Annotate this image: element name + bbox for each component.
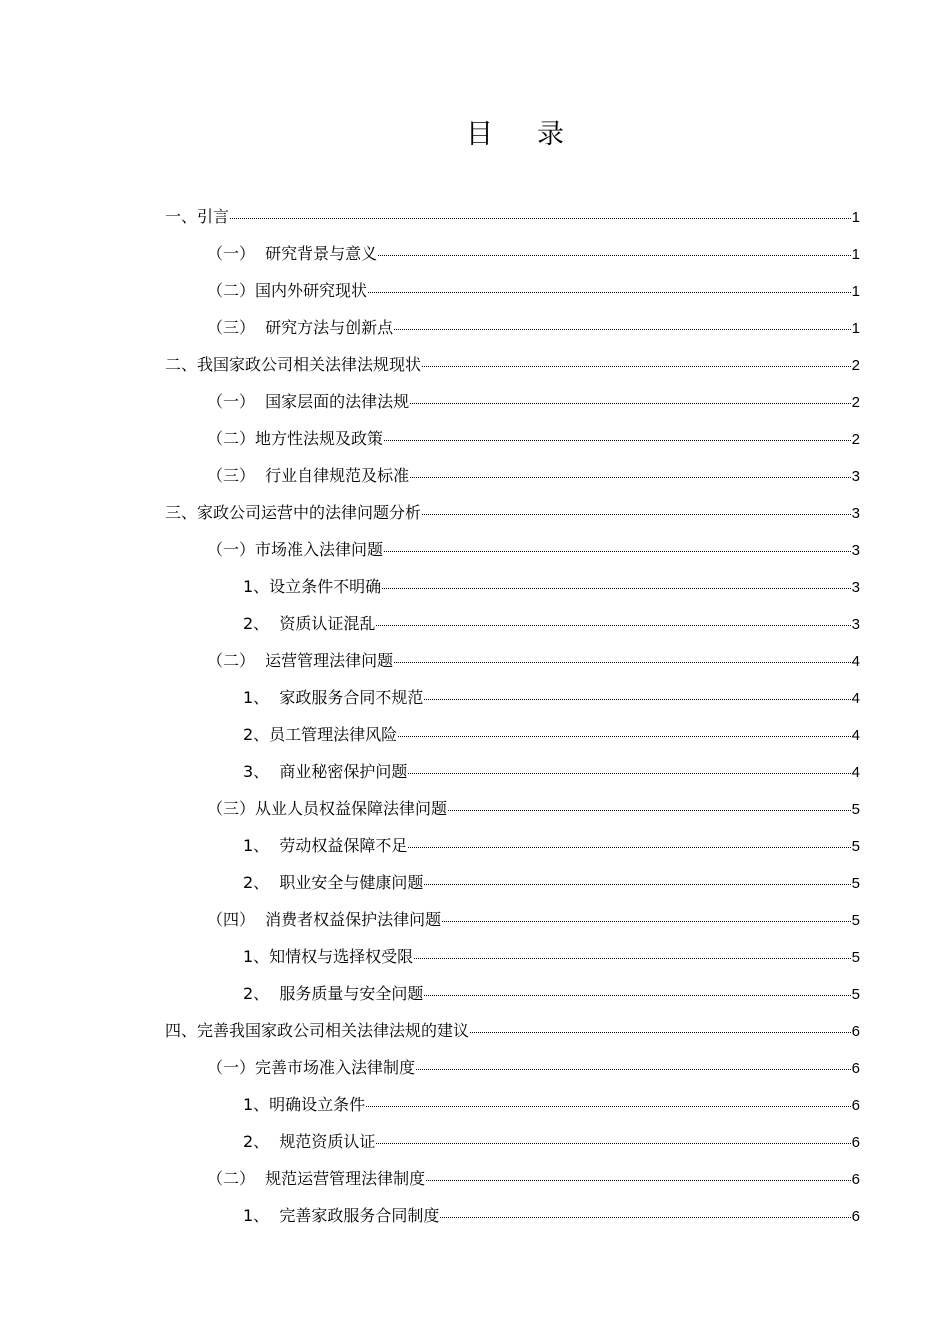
toc-entry-label: （二）地方性法规及政策 <box>207 429 384 448</box>
toc-entry-page: 4 <box>851 764 860 781</box>
toc-entry[interactable] <box>207 1055 860 1081</box>
toc-entry-label: 二、我国家政公司相关法律法规现状 <box>165 355 422 374</box>
toc-entry[interactable] <box>207 463 860 489</box>
toc-entry[interactable] <box>243 833 860 859</box>
toc-entry-label: （一）完善市场准入法律制度 <box>207 1058 416 1077</box>
toc-title <box>0 112 950 151</box>
toc-leader <box>376 1143 850 1144</box>
toc-leader <box>440 1217 850 1218</box>
toc-leader <box>470 1032 851 1033</box>
toc-entry-page: 1 <box>851 320 860 337</box>
toc-entry-page: 2 <box>851 394 860 411</box>
toc-entry-label: 三、家政公司运营中的法律问题分析 <box>165 503 422 522</box>
toc-entry-label: 2、 职业安全与健康问题 <box>243 873 424 892</box>
toc-leader <box>378 255 850 256</box>
toc-entry[interactable] <box>165 1018 860 1044</box>
toc-entry[interactable] <box>243 574 860 600</box>
toc-title-char-1: 目 <box>466 119 493 150</box>
toc-entry[interactable] <box>165 204 860 230</box>
toc-leader <box>408 773 850 774</box>
toc-entry[interactable] <box>165 352 860 378</box>
toc-entry[interactable] <box>207 796 860 822</box>
toc-entry-page: 6 <box>851 1023 860 1040</box>
toc-entry-page: 5 <box>851 949 860 966</box>
toc-entry[interactable] <box>207 1166 860 1192</box>
toc-entry-label: 1、知情权与选择权受限 <box>243 947 414 966</box>
toc-leader <box>408 847 850 848</box>
toc-entry-label: 2、 服务质量与安全问题 <box>243 984 424 1003</box>
toc-entry-label: （三）从业人员权益保障法律问题 <box>207 799 448 818</box>
toc-entry-label: （二） 运营管理法律问题 <box>207 651 394 670</box>
toc-entry-label: （二）国内外研究现状 <box>207 281 368 300</box>
toc-entry-page: 1 <box>851 246 860 263</box>
toc-entry[interactable] <box>243 870 860 896</box>
toc-entry-label: （三） 研究方法与创新点 <box>207 318 394 337</box>
toc-entry-page: 6 <box>851 1134 860 1151</box>
toc-entry-label: 3、 商业秘密保护问题 <box>243 762 408 781</box>
toc-entry[interactable] <box>207 241 860 267</box>
toc-leader <box>410 477 850 478</box>
toc-leader <box>230 218 851 219</box>
toc-entry-label: （一）市场准入法律问题 <box>207 540 384 559</box>
toc-entry-label: 一、引言 <box>165 207 230 226</box>
toc-entry-label: （一） 国家层面的法律法规 <box>207 392 410 411</box>
toc-leader <box>422 366 851 367</box>
toc-entry[interactable] <box>243 611 860 637</box>
toc-entry-page: 6 <box>851 1208 860 1225</box>
toc-entry[interactable] <box>243 759 860 785</box>
toc-entry-label: 2、 资质认证混乱 <box>243 614 376 633</box>
toc-entry[interactable] <box>243 944 860 970</box>
toc-leader <box>384 440 851 441</box>
toc-entry-label: 四、完善我国家政公司相关法律法规的建议 <box>165 1021 470 1040</box>
toc-entry[interactable] <box>207 389 860 415</box>
toc-leader <box>394 662 850 663</box>
toc-entry-label: （三） 行业自律规范及标准 <box>207 466 410 485</box>
toc-entry[interactable] <box>207 907 860 933</box>
toc-entry-page: 5 <box>851 875 860 892</box>
toc-leader <box>442 921 850 922</box>
toc-leader <box>424 884 850 885</box>
toc-entry-label: 1、 完善家政服务合同制度 <box>243 1206 440 1225</box>
toc-entry-page: 6 <box>851 1171 860 1188</box>
toc-entry[interactable] <box>165 500 860 526</box>
toc-entry[interactable] <box>207 648 860 674</box>
toc-entry-page: 5 <box>851 801 860 818</box>
toc-entry-page: 4 <box>851 727 860 744</box>
toc-entry-page: 5 <box>851 912 860 929</box>
toc-title-char-2: 录 <box>537 119 564 150</box>
toc-leader <box>366 1106 850 1107</box>
toc-entry-page: 2 <box>851 431 860 448</box>
toc-leader <box>416 1069 851 1070</box>
toc-entry-label: 1、 家政服务合同不规范 <box>243 688 424 707</box>
toc-entry-page: 6 <box>851 1060 860 1077</box>
toc-leader <box>410 403 850 404</box>
toc-entry[interactable] <box>243 1203 860 1229</box>
toc-entry[interactable] <box>207 278 860 304</box>
toc-leader <box>376 625 850 626</box>
toc-entry-page: 1 <box>851 283 860 300</box>
toc-entry-page: 3 <box>851 579 860 596</box>
toc-leader <box>382 588 850 589</box>
toc-entry-label: 2、员工管理法律风险 <box>243 725 398 744</box>
toc-entry-label: 1、 劳动权益保障不足 <box>243 836 408 855</box>
toc-entry[interactable] <box>207 426 860 452</box>
toc-entry-page: 4 <box>851 653 860 670</box>
toc-leader <box>424 699 850 700</box>
toc-entry-label: （四） 消费者权益保护法律问题 <box>207 910 442 929</box>
toc-entry-page: 4 <box>851 690 860 707</box>
toc-entry[interactable] <box>243 685 860 711</box>
toc-leader <box>398 736 850 737</box>
toc-leader <box>448 810 851 811</box>
toc-leader <box>426 1180 850 1181</box>
toc-entry[interactable] <box>243 981 860 1007</box>
toc-entry[interactable] <box>243 722 860 748</box>
toc-leader <box>384 551 851 552</box>
toc-leader <box>422 514 851 515</box>
toc-entry-page: 3 <box>851 616 860 633</box>
toc-entry-page: 1 <box>851 209 860 226</box>
toc-entry-label: 2、 规范资质认证 <box>243 1132 376 1151</box>
toc-leader <box>368 292 851 293</box>
toc-entry-page: 3 <box>851 542 860 559</box>
toc-entry[interactable] <box>243 1129 860 1155</box>
toc-entry-page: 5 <box>851 986 860 1003</box>
toc-entry-page: 6 <box>851 1097 860 1114</box>
toc-leader <box>394 329 850 330</box>
toc-entry-label: 1、明确设立条件 <box>243 1095 366 1114</box>
toc-entry-label: （二） 规范运营管理法律制度 <box>207 1169 426 1188</box>
toc-entry-label: （一） 研究背景与意义 <box>207 244 378 263</box>
toc-entry-page: 2 <box>851 357 860 374</box>
toc-entry[interactable] <box>207 315 860 341</box>
toc-entry[interactable] <box>207 537 860 563</box>
toc-entry-page: 3 <box>851 468 860 485</box>
toc-entry-label: 1、设立条件不明确 <box>243 577 382 596</box>
toc-entry-page: 3 <box>851 505 860 522</box>
toc-entry[interactable] <box>243 1092 860 1118</box>
toc-leader <box>414 958 850 959</box>
toc-leader <box>424 995 850 996</box>
toc-entry-page: 5 <box>851 838 860 855</box>
